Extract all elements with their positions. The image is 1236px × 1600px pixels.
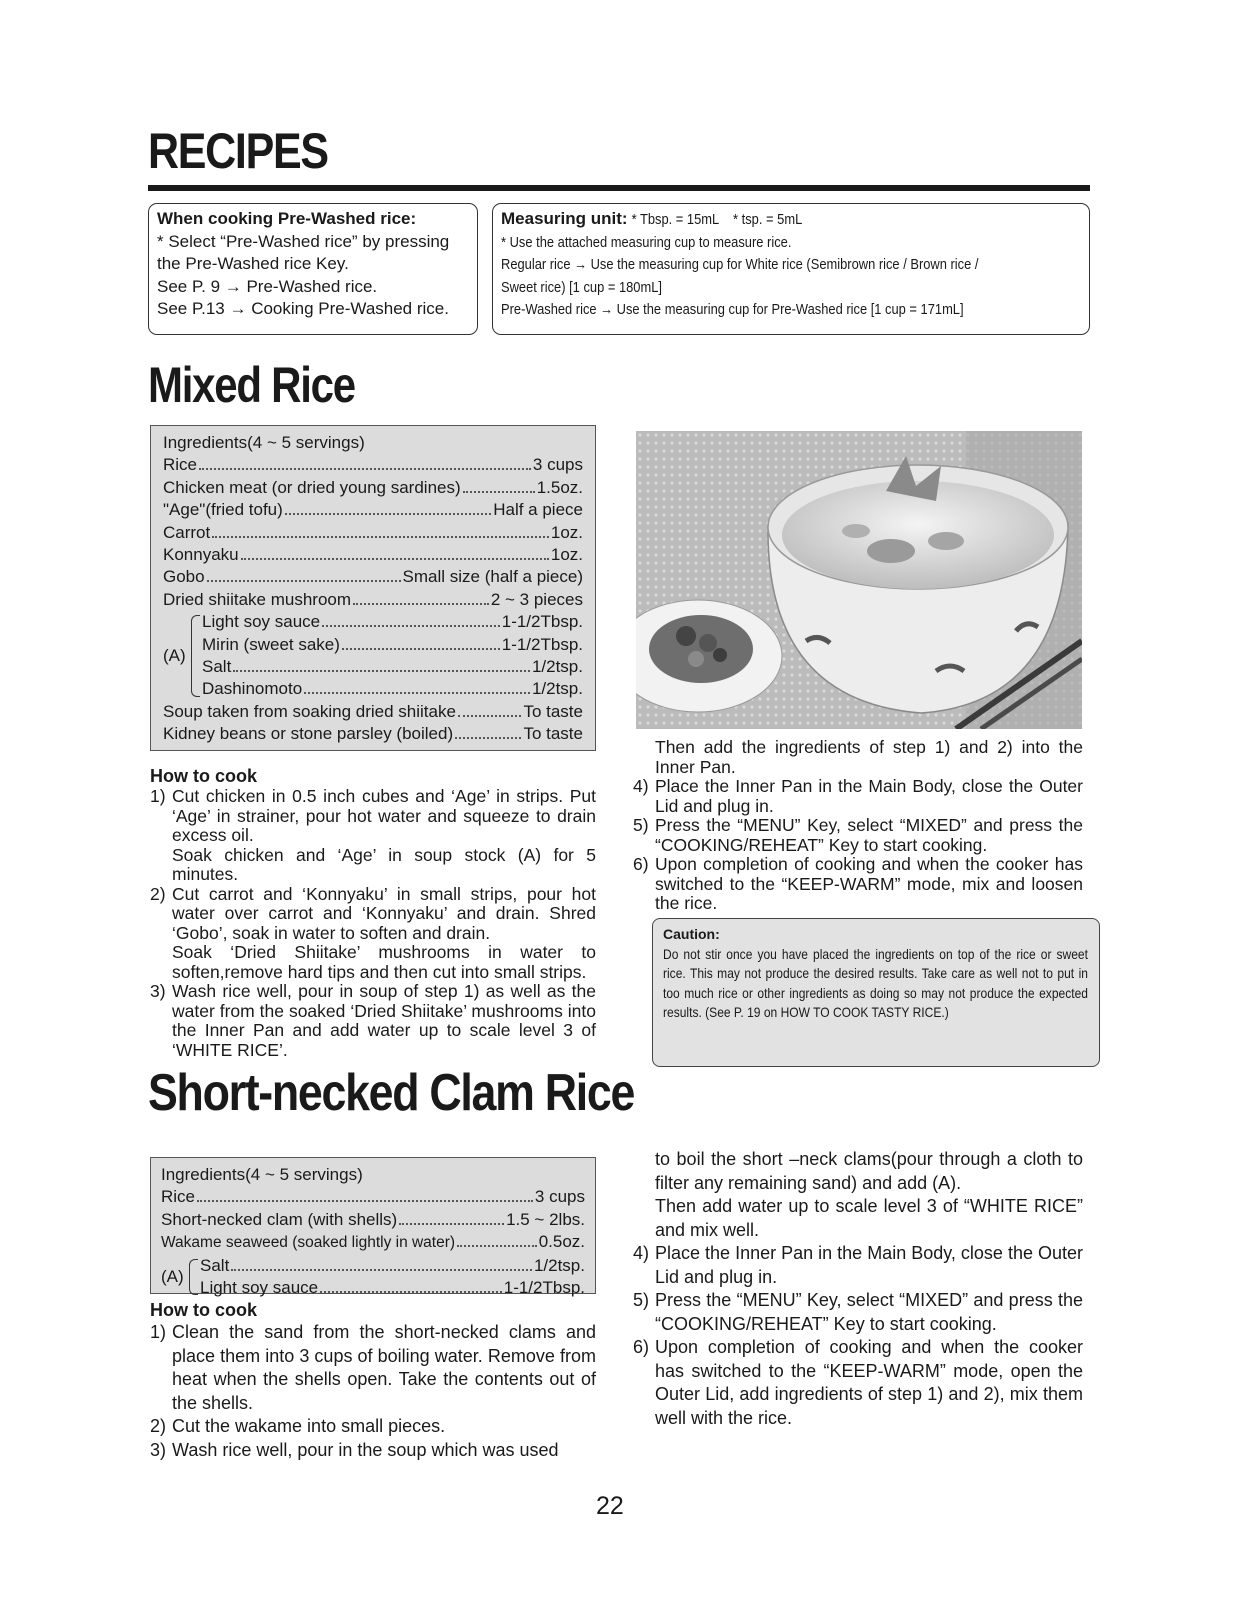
how-to-cook-heading: How to cook bbox=[150, 1300, 257, 1320]
mixed-rice-ingredients bbox=[150, 425, 596, 751]
prewash-line: * Select “Pre-Washed rice” by pressing bbox=[157, 231, 450, 251]
ingredient-row: Short-necked clam (with shells) 1.5 ~ 2lbs. bbox=[161, 1209, 585, 1229]
page-title: RECIPES bbox=[148, 123, 328, 179]
ingredient-row: Salt 1/2tsp. bbox=[202, 657, 583, 677]
group-label: (A) bbox=[161, 1266, 184, 1286]
step-item: 4) Place the Inner Pan in the Main Body, close the Outer Lid and plug in. bbox=[633, 776, 1083, 816]
ingredient-row: Carrot 1oz. bbox=[163, 522, 583, 542]
ingredient-row: Wakame seaweed (soaked lightly in water) 0.5oz. bbox=[161, 1232, 585, 1252]
caution-heading: Caution: bbox=[663, 926, 720, 942]
page-number: 22 bbox=[596, 1492, 624, 1520]
measuring-heading: Measuring unit: bbox=[501, 209, 628, 228]
step-item: 3) Wash rice well, pour in the soup which was used bbox=[150, 1439, 559, 1460]
ingredient-row: Light soy sauce 1-1/2Tbsp. bbox=[200, 1278, 585, 1298]
title-rule bbox=[148, 185, 1090, 191]
group-label: (A) bbox=[163, 645, 186, 665]
step-item: 1) Cut chicken in 0.5 inch cubes and ‘Age’ in strips. Put ‘Age’ in strainer, pour hot water and squeeze to drain excess oil. Soak chicken and ‘Age’ in soup stock (A) for 5 minutes. bbox=[150, 786, 596, 884]
measuring-line: Pre-Washed rice → Use the measuring cup for Pre-Washed rice [1 cup = 171mL] bbox=[501, 301, 964, 318]
prewash-line: the Pre-Washed rice Key. bbox=[157, 254, 349, 273]
prewash-info-box bbox=[148, 203, 478, 335]
mixed-rice-steps-continued bbox=[633, 738, 1083, 914]
step-item: 4) Place the Inner Pan in the Main Body, close the Outer Lid and plug in. bbox=[633, 1243, 1083, 1287]
clam-rice-how-to-cook bbox=[150, 1300, 596, 1462]
step-item: 5) Press the “MENU” Key, select “MIXED” and press the “COOKING/REHEAT” Key to start cooking. bbox=[633, 815, 1083, 855]
prewash-heading: When cooking Pre-Washed rice: bbox=[157, 209, 417, 228]
measuring-line: Regular rice → Use the measuring cup for White rice (Semibrown rice / Brown rice / bbox=[501, 256, 979, 273]
step-item: 1) Clean the sand from the short-necked clams and place them into 3 cups of boiling water. Remove from heat when the shells open. Take the contents out of the shells. bbox=[150, 1322, 596, 1413]
brace-icon bbox=[189, 1259, 198, 1296]
ingredients-heading: Ingredients(4 ~ 5 servings) bbox=[161, 1165, 363, 1184]
measuring-line: * Use the attached measuring cup to measure rice. bbox=[501, 233, 792, 251]
how-to-cook-heading: How to cook bbox=[150, 766, 257, 786]
step-item: 2) Cut carrot and ‘Konnyaku’ in small strips, pour hot water over carrot and ‘Konnyaku’ and drain. Shred ‘Gobo’, soak in water to soften and drain. Soak ‘Dried Shiitake’ mushrooms in water to soften,remove hard tips and then cut into small strips. bbox=[150, 883, 596, 982]
ingredient-row: Rice 3 cups bbox=[163, 455, 583, 475]
ingredient-group-a bbox=[161, 1255, 585, 1300]
ingredients-heading: Ingredients(4 ~ 5 servings) bbox=[163, 433, 365, 452]
ingredient-row: Rice 3 cups bbox=[161, 1187, 585, 1207]
ingredient-row: Soup taken from soaking dried shiitake To taste bbox=[163, 701, 583, 721]
step-continuation: Then add water up to scale level 3 of “WHITE RICE” and mix well. bbox=[655, 1196, 1083, 1240]
ingredient-row: Chicken meat (or dried young sardines) 1.5oz. bbox=[163, 477, 583, 497]
ingredient-row: Dashinomoto 1/2tsp. bbox=[202, 679, 583, 699]
caution-box bbox=[652, 918, 1100, 1067]
measuring-line: Sweet rice) [1 cup = 180mL] bbox=[501, 278, 662, 296]
clam-rice-steps-continued bbox=[633, 1148, 1083, 1430]
ingredient-group-a bbox=[163, 611, 583, 701]
mixed-rice-title: Mixed Rice bbox=[148, 357, 355, 413]
measuring-unit-box bbox=[492, 203, 1090, 335]
mixed-rice-photo bbox=[636, 431, 1082, 729]
prewash-line: See P.13 → Cooking Pre-Washed rice. bbox=[157, 299, 449, 318]
ingredient-row: Gobo Small size (half a piece) bbox=[163, 567, 583, 587]
step-continuation: to boil the short –neck clams(pour through a cloth to filter any remaining sand) and add (A). bbox=[655, 1149, 1083, 1193]
ingredient-row: Dried shiitake mushroom 2 ~ 3 pieces bbox=[163, 589, 583, 609]
step-item: 6) Upon completion of cooking and when the cooker has switched to the “KEEP-WARM” mode, mix and loosen the rice. bbox=[633, 854, 1083, 913]
step-item: 6) Upon completion of cooking and when the cooker has switched to the “KEEP-WARM” mode, open the Outer Lid, add ingredients of step 1) and 2), mix them well with the rice. bbox=[633, 1337, 1083, 1428]
ingredient-row: Mirin (sweet sake) 1-1/2Tbsp. bbox=[202, 634, 583, 654]
ingredient-row: Salt 1/2tsp. bbox=[200, 1255, 585, 1275]
prewash-line: See P. 9 → Pre-Washed rice. bbox=[157, 276, 378, 296]
brace-icon bbox=[191, 615, 200, 697]
clam-rice-title: Short-necked Clam Rice bbox=[148, 1064, 635, 1122]
clam-rice-ingredients bbox=[150, 1157, 596, 1298]
step-item: 2) Cut the wakame into small pieces. bbox=[150, 1416, 446, 1436]
measuring-units: * Tbsp. = 15mL * tsp. = 5mL bbox=[627, 211, 802, 228]
ingredient-row: "Age"(fried tofu) Half a piece bbox=[163, 500, 583, 520]
ingredient-row: Konnyaku 1oz. bbox=[163, 545, 583, 565]
step-item: 3) Wash rice well, pour in soup of step 1) as well as the water from the soaked ‘Dried Shiitake’ mushrooms into the Inner Pan and add water up to scale level 3 of ‘WHITE RICE’. bbox=[150, 981, 596, 1060]
ingredient-row: Light soy sauce 1-1/2Tbsp. bbox=[202, 612, 583, 632]
ingredient-row: Kidney beans or stone parsley (boiled) To taste bbox=[163, 724, 583, 744]
caution-text: Do not stir once you have placed the ingredients on top of the rice or sweet rice. This may not produce the desired results. Take care as well not to put in too much rice or other ingredients as doing so may not produce the expected results. (See P. 19 on HOW TO COOK TASTY RICE.) bbox=[663, 945, 1088, 1020]
step-continuation: Then add the ingredients of step 1) and 2) into the Inner Pan. bbox=[655, 737, 1083, 777]
mixed-rice-how-to-cook bbox=[150, 766, 596, 1060]
step-item: 5) Press the “MENU” Key, select “MIXED” and press the “COOKING/REHEAT” Key to start cooking. bbox=[633, 1290, 1083, 1334]
